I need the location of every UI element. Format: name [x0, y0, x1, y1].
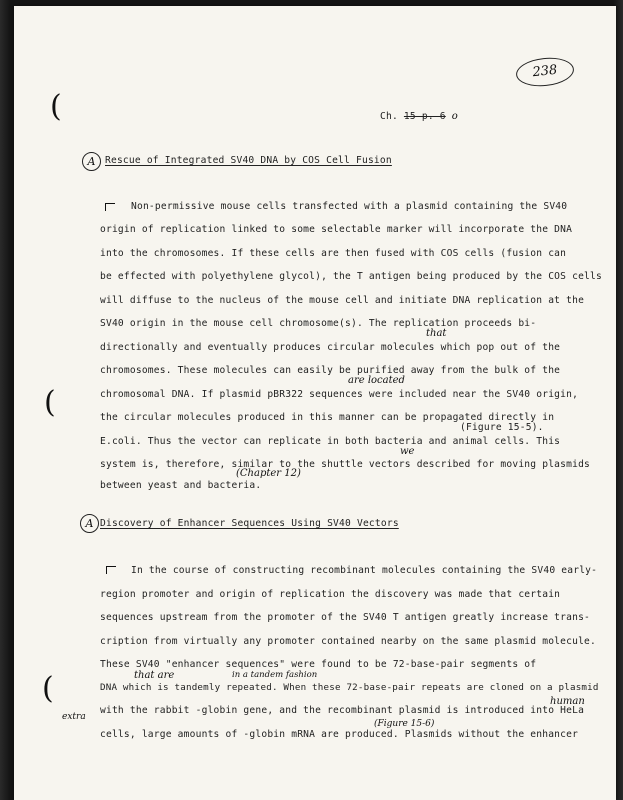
section-a-line-8: chromosomes. These molecules can easily be purified away from the bulk of the	[100, 365, 561, 376]
margin-bracket-bottom: (	[42, 671, 54, 706]
chapter-reference	[380, 111, 458, 122]
section-a-line-5: will diffuse to the nucleus of the mouse cell and initiate DNA replication at the	[100, 295, 585, 306]
section-a-line-10: the circular molecules produced in this manner can be propagated directly in	[100, 412, 555, 423]
section-a-marker: A	[82, 152, 101, 171]
section-b-line-5: These SV40 "enhancer sequences" were found to be 72-base-pair segments of	[100, 659, 537, 670]
section-b-line-4: cription from virtually any promoter contained nearby on the same plasmid molecule.	[100, 636, 597, 647]
section-a-line-13: between yeast and bacteria.	[100, 480, 262, 491]
section-a-line-9: chromosomal DNA. If plasmid pBR322 sequences were included near the SV40 origin,	[100, 389, 579, 400]
annotation-chapter-12: (Chapter 12)	[236, 468, 301, 479]
section-b-line-7: with the rabbit -globin gene, and the recombinant plasmid is introduced into HeLa	[100, 705, 585, 716]
annotation-are-located: are located	[348, 375, 405, 386]
chapter-prefix: Ch.	[380, 111, 398, 122]
chapter-struck-ref: 15 p. 6	[403, 111, 446, 122]
section-a-line-2: origin of replication linked to some selectable marker will incorporate the DNA	[100, 224, 573, 235]
annotation-figure-15-6: (Figure 15-6)	[374, 719, 435, 729]
section-a-line-4: be effected with polyethylene glycol), the T antigen being produced by the COS cells	[100, 271, 602, 282]
section-b-line-8: cells, large amounts of -globin mRNA are produced. Plasmids without the enhancer	[100, 729, 579, 740]
section-b-heading: Discovery of Enhancer Sequences Using SV40 Vectors	[100, 518, 399, 529]
annotation-that: that	[426, 328, 447, 339]
page-number-handwritten: 238	[515, 55, 576, 89]
annotation-human: human	[550, 696, 585, 707]
annotation-extra: extra	[62, 712, 86, 722]
annotation-figure-15-5: (Figure 15-5).	[460, 422, 544, 433]
chapter-inserted-number: o	[451, 111, 458, 122]
section-a-line-6: SV40 origin in the mouse cell chromosome(s). The replication proceeds bi-	[100, 318, 537, 329]
section-a-heading: Rescue of Integrated SV40 DNA by COS Cell Fusion	[105, 155, 392, 166]
section-b-marker: A	[80, 514, 99, 533]
paragraph-mark-b	[106, 566, 116, 574]
section-a-line-12: system is, therefore, similar to the shuttle vectors described for moving plasmids	[100, 459, 591, 470]
annotation-we: we	[400, 446, 415, 457]
section-a-line-3: into the chromosomes. If these cells are then fused with COS cells (fusion can	[100, 248, 567, 259]
section-a-line-11: E.coli. Thus the vector can replicate in both bacteria and animal cells. This	[100, 436, 561, 447]
margin-bracket-middle: (	[44, 385, 56, 420]
annotation-in-tandem: in a tandem fashion	[232, 670, 318, 680]
section-a-line-1: Non-permissive mouse cells transfected with a plasmid containing the SV40	[131, 201, 568, 212]
section-b-line-3: sequences upstream from the promoter of the SV40 T antigen greatly increase trans-	[100, 612, 591, 623]
margin-bracket-top: (	[50, 89, 62, 124]
section-b-line-2: region promoter and origin of replication the discovery was made that certain	[100, 589, 561, 600]
section-b-line-6: DNA which is tandemly repeated. When these 72-base-pair repeats are cloned on a plasmid	[100, 682, 599, 693]
document-page	[14, 6, 616, 800]
annotation-that-are: that are	[134, 670, 175, 681]
paragraph-mark-a	[105, 203, 115, 211]
section-b-line-1: In the course of constructing recombinant molecules containing the SV40 early-	[131, 565, 598, 576]
section-a-line-7: directionally and eventually produces circular molecules which pop out of the	[100, 342, 561, 353]
